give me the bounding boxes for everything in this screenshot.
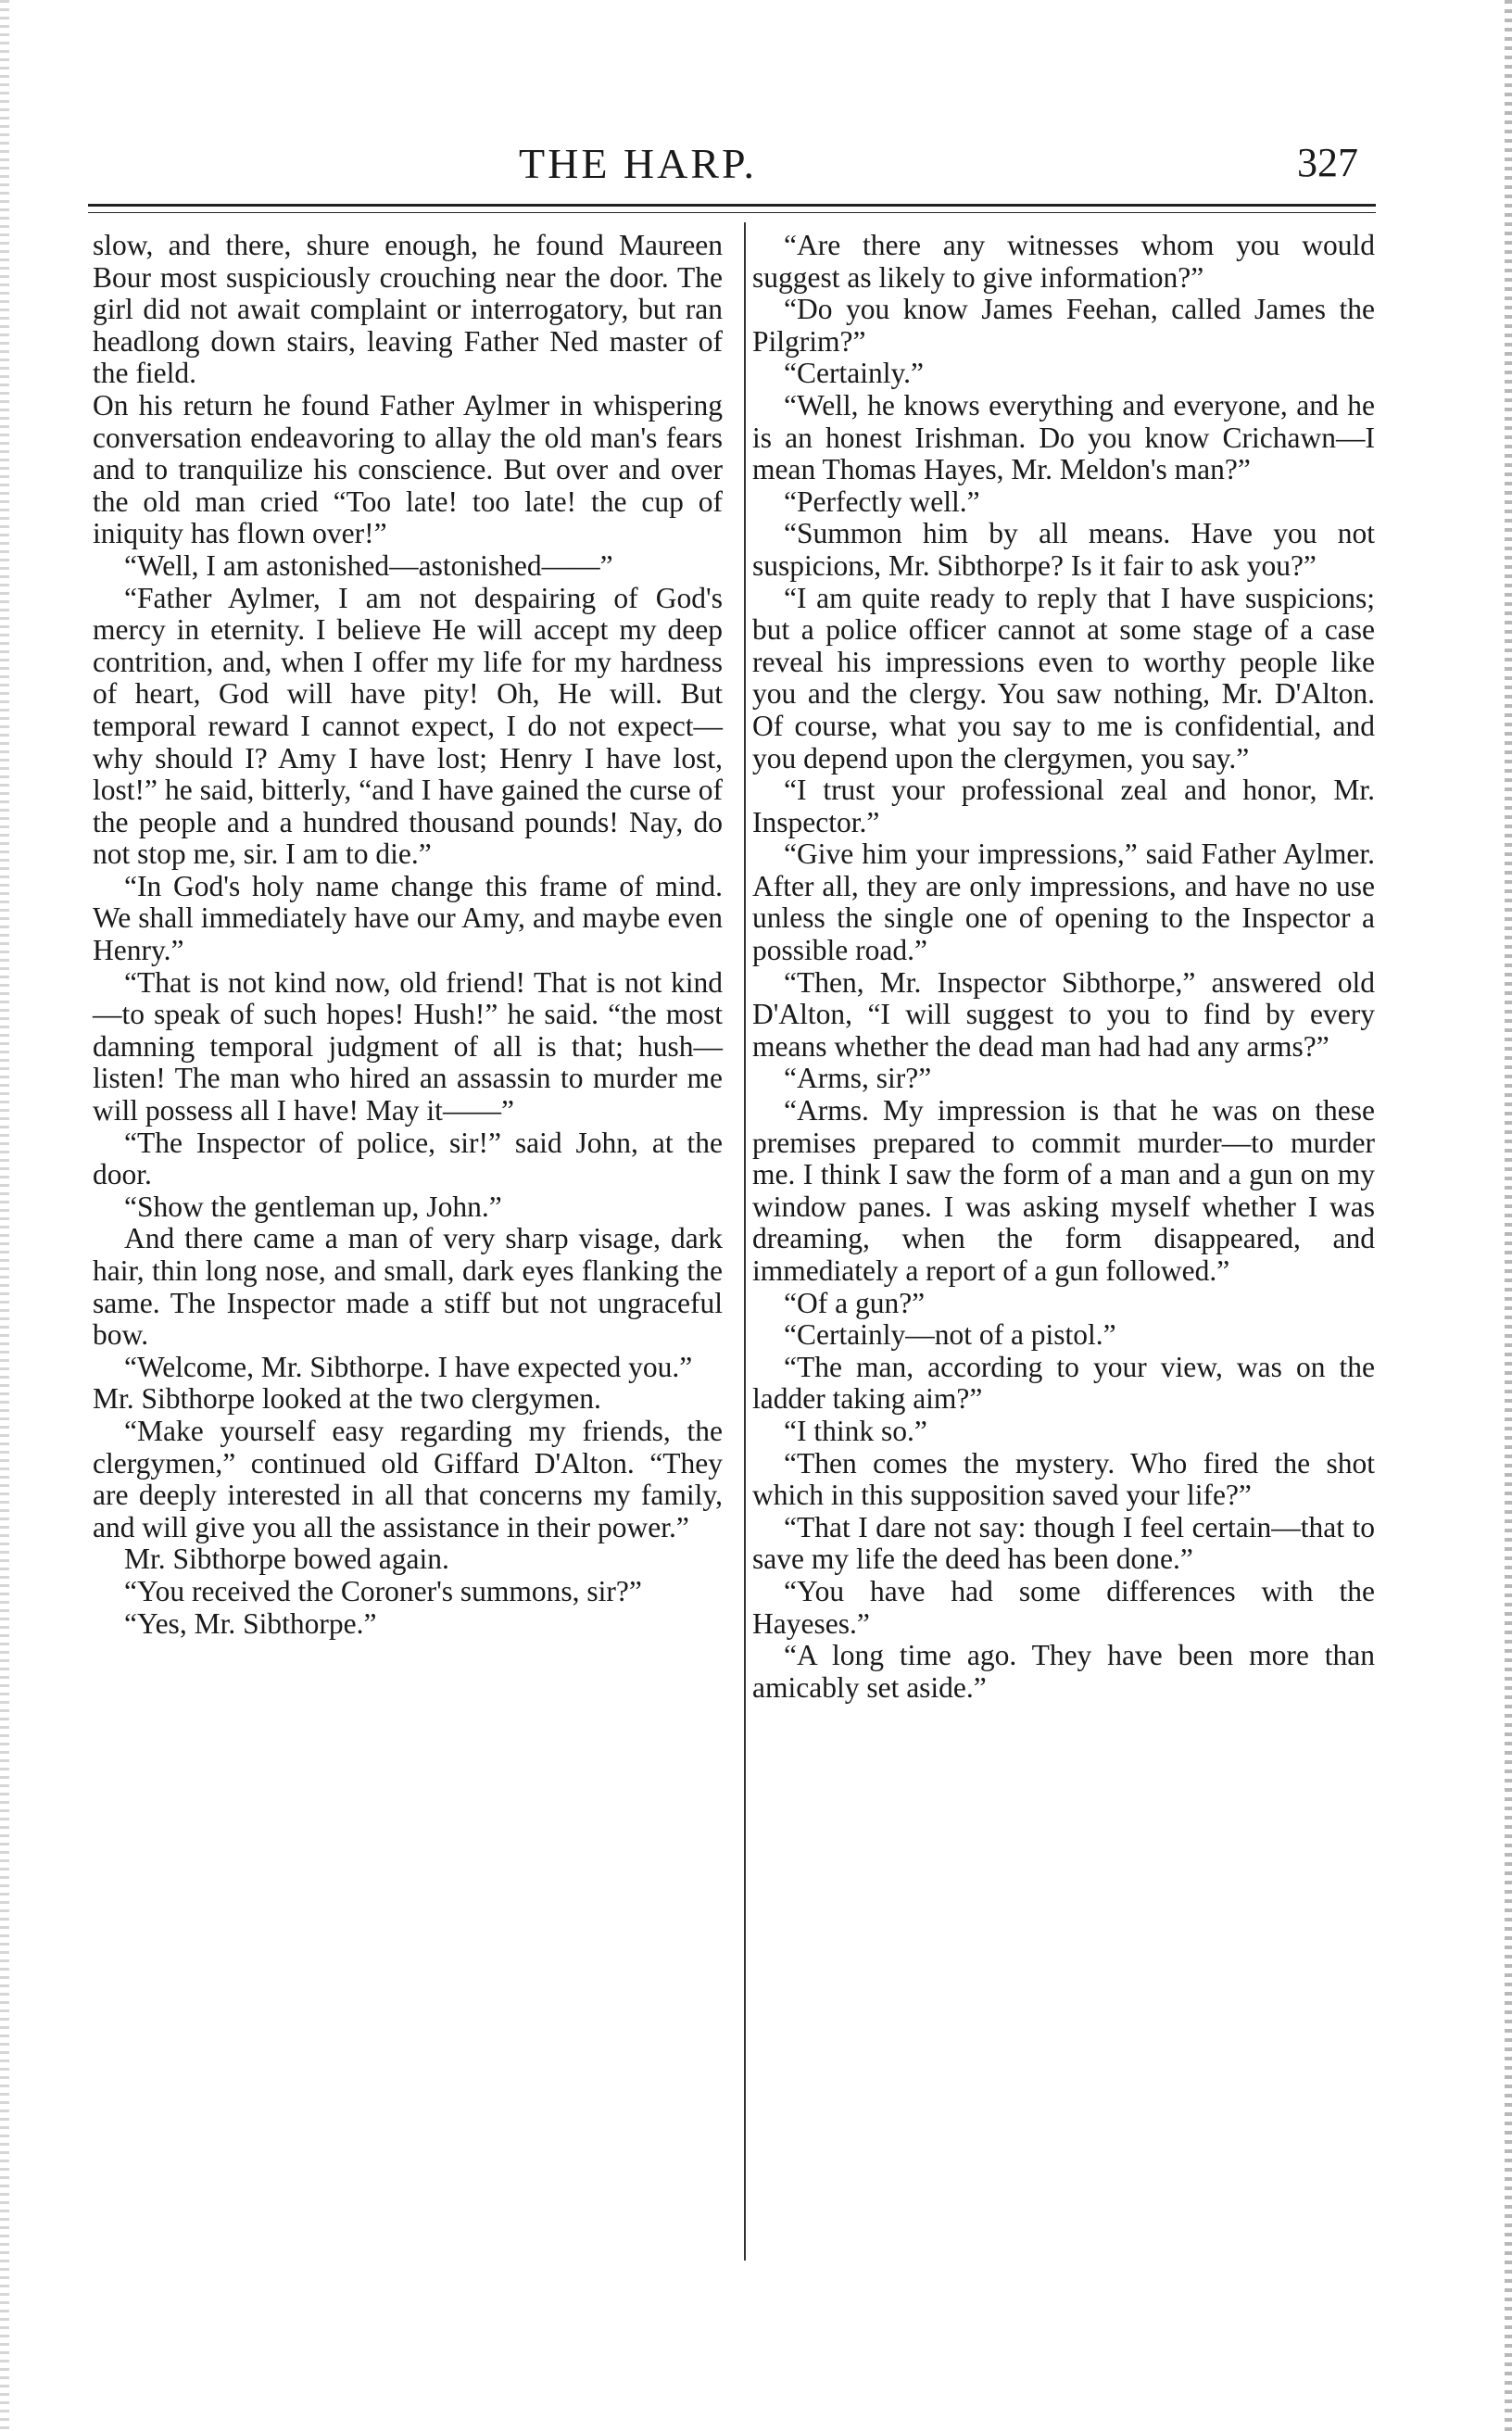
paragraph: “Summon him by all means. Have you not suspicions, Mr. Sibthorpe? Is it fair to ask you?” <box>752 517 1375 582</box>
header-rule <box>88 204 1376 213</box>
paragraph: “Of a gun?” <box>784 1286 926 1319</box>
paragraph: Mr. Sibthorpe looked at the two clergymen. <box>93 1382 601 1416</box>
paragraph: “Then comes the mystery. Who fired the shot which in this supposition saved your life?” <box>752 1446 1375 1512</box>
paragraph: slow, and there, shure enough, he found Maureen Bour most suspiciously crouching near the door. The girl did not await complaint or interrogatory, but ran headlong down stairs, leaving Father Ned master of the field. <box>93 229 723 390</box>
paragraph: “Perfectly well.” <box>784 485 980 518</box>
paragraph: “I think so.” <box>784 1414 927 1447</box>
paragraph: “You have had some differences with the Hayeses.” <box>752 1574 1375 1640</box>
page-number: 327 <box>1297 140 1358 185</box>
paragraph: “That I dare not say: though I feel certain—that to save my life the deed has been done.” <box>752 1510 1375 1576</box>
paragraph: “You received the Coroner's summons, sir?” <box>124 1574 642 1607</box>
paragraph: “Yes, Mr. Sibthorpe.” <box>124 1606 377 1640</box>
paragraph: “Make yourself easy regarding my friends, the clergymen,” continued old Giffard D'Alton. “They are deeply interested in all that concerns my family, and will give you all the assistance in their power.” <box>93 1414 723 1543</box>
page-edge-left <box>0 0 9 2431</box>
paragraph: “Give him your impressions,” said Father Aylmer. After all, they are only impressions, and have no use unless the single one of opening to the Inspector a possible road.” <box>752 838 1375 967</box>
paragraph: “Certainly—not of a pistol.” <box>784 1318 1116 1352</box>
paragraph: “The Inspector of police, sir!” said John, at the door. <box>93 1126 723 1191</box>
paragraph: “Then, Mr. Inspector Sibthorpe,” answered old D'Alton, “I will suggest to you to find by every means whether the dead man had had any arms?” <box>752 965 1375 1063</box>
paragraph: “Well, he knows everything and everyone, and he is an honest Irishman. Do you know Crichawn—I mean Thomas Hayes, Mr. Meldon's man?” <box>752 388 1375 486</box>
paragraph: “That is not kind now, old friend! That is not kind—to speak of such hopes! Hush!” he said. “the most damning temporal judgment of all is that; hush—listen! The man who hired an assassin to murder me will possess all I have! May it——” <box>93 965 723 1127</box>
page-edge-right <box>1505 0 1512 2431</box>
paragraph: “The man, according to your view, was on the ladder taking aim?” <box>752 1350 1375 1416</box>
paragraph: “Arms. My impression is that he was on these premises prepared to commit murder—to murder me. I think I saw the form of a man and a gun on my window panes. I was asking myself whether I was dreaming, when the form disappeared, and immediately a report of a gun followed.” <box>752 1094 1375 1287</box>
right-column <box>752 230 1375 1704</box>
paragraph: Mr. Sibthorpe bowed again. <box>124 1543 449 1576</box>
running-title: THE HARP. <box>519 140 758 187</box>
paragraph: And there came a man of very sharp visage, dark hair, thin long nose, and small, dark eyes flanking the same. The Inspector made a stiff but not ungraceful bow. <box>93 1222 723 1352</box>
paragraph: “Welcome, Mr. Sibthorpe. I have expected you.” <box>124 1350 693 1383</box>
paragraph: “I am quite ready to reply that I have suspicions; but a police officer cannot at some stage of a case reveal his impressions even to worthy people like you and the clergy. You saw nothing, Mr. D'Alton. Of course, what you say to me is confidential, and you depend upon the clergymen, you say.” <box>752 581 1375 775</box>
paragraph: “In God's holy name change this frame of mind. We shall immediately have our Amy, and maybe even Henry.” <box>93 869 723 967</box>
left-column <box>93 230 723 1640</box>
column-divider <box>744 222 746 2261</box>
paragraph: “Certainly.” <box>784 357 925 390</box>
paragraph: “Father Aylmer, I am not despairing of God's mercy in eternity. I believe He will accept my deep contrition, and, when I offer my life for my hardness of heart, God will have pity! Oh, He will. But temporal reward I cannot expect, I do not expect—why should I? Amy I have lost; Henry I have lost, lost!” he said, bitterly, “and I have gained the curse of the people and a hundred thousand pounds! Nay, do not stop me, sir. I am to die.” <box>93 581 723 871</box>
paragraph: “I trust your professional zeal and honor, Mr. Inspector.” <box>752 774 1375 838</box>
paragraph: “Arms, sir?” <box>784 1062 932 1095</box>
paragraph: “A long time ago. They have been more than amicably set aside.” <box>752 1639 1375 1704</box>
paragraph: “Are there any witnesses whom you would suggest as likely to give information?” <box>752 229 1375 294</box>
paragraph: “Show the gentleman up, John.” <box>124 1190 502 1223</box>
paragraph: On his return he found Father Aylmer in whispering conversation endeavoring to allay the old man's fears and to tranquilize his conscience. But over and over the old man cried “Too late! too late! the cup of iniquity has flown over!” <box>93 388 723 550</box>
paragraph: “Well, I am astonished—astonished——” <box>124 548 613 582</box>
paragraph: “Do you know James Feehan, called James the Pilgrim?” <box>752 293 1375 358</box>
